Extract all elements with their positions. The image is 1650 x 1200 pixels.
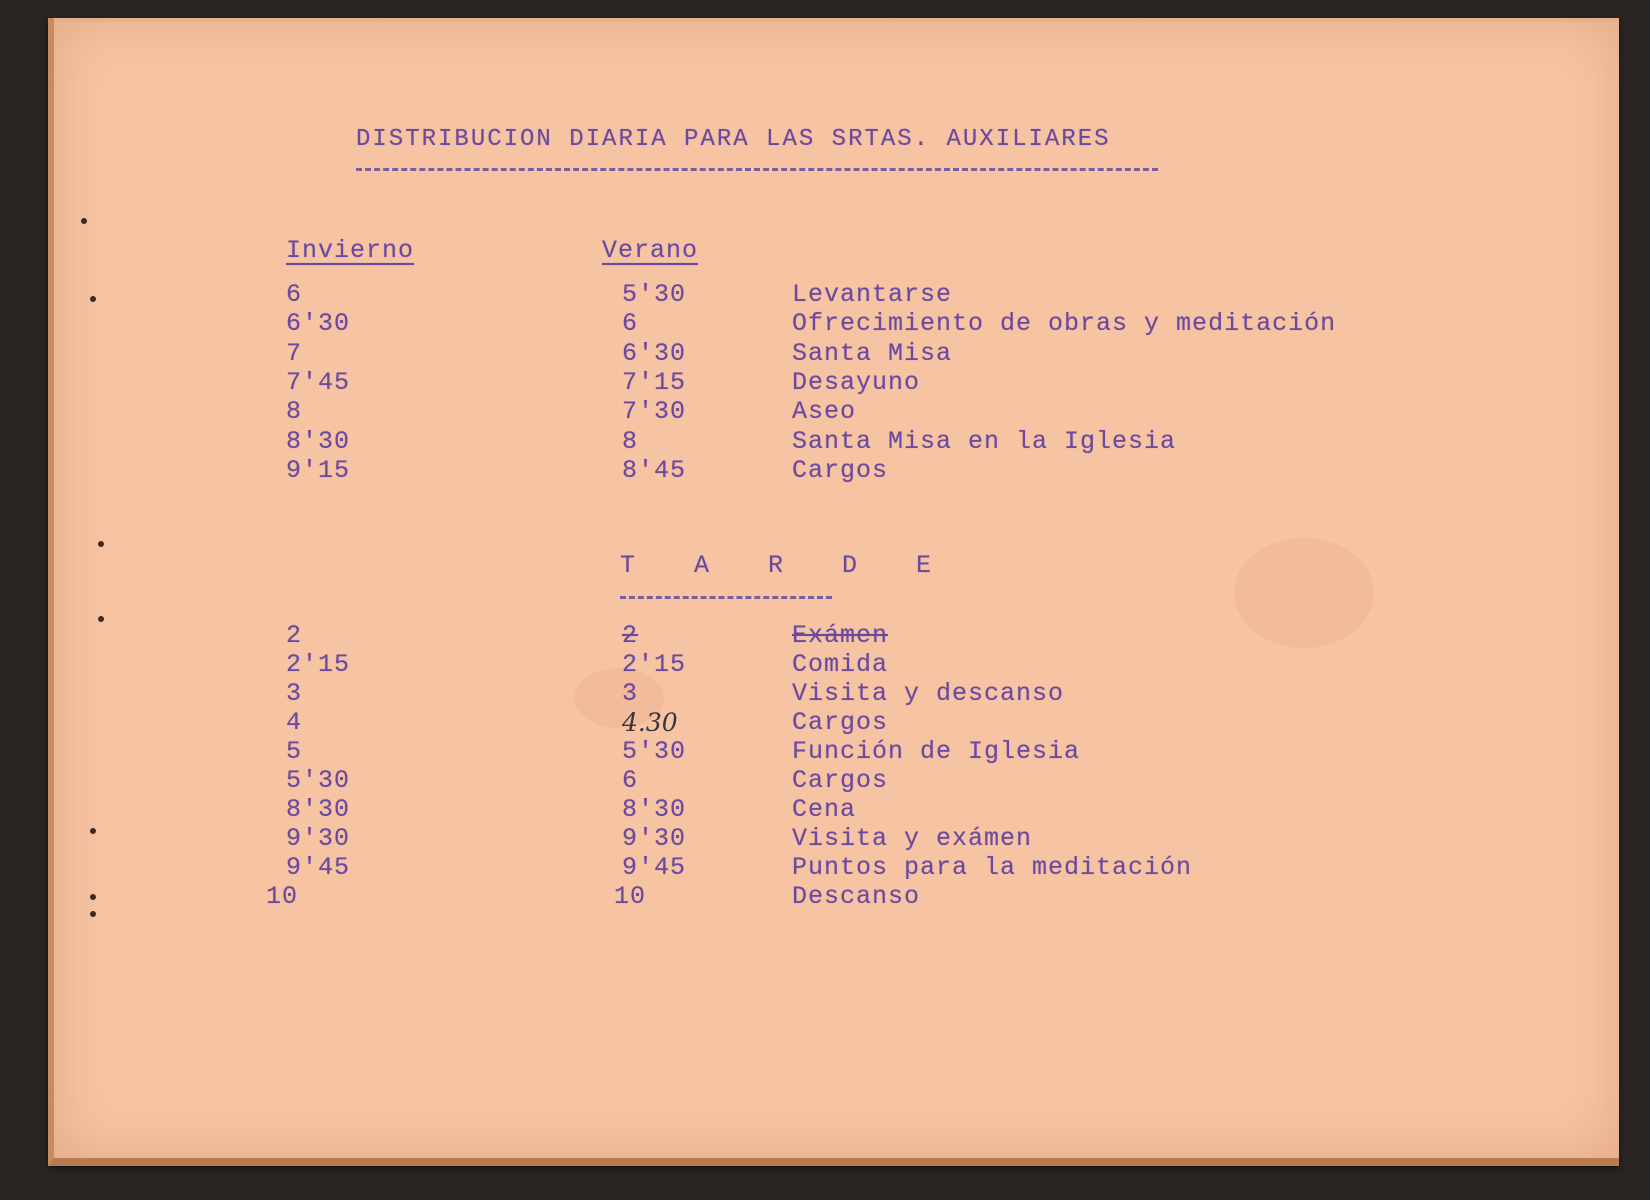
winter-time: 10	[266, 882, 299, 911]
document-title: DISTRIBUCION DIARIA PARA LAS SRTAS. AUXILIARES	[356, 126, 1111, 153]
title-underline	[356, 168, 1158, 171]
winter-time: 2'15	[286, 650, 351, 679]
activity: Ofrecimiento de obras y meditación	[792, 309, 1337, 339]
summer-time: 8	[622, 426, 639, 456]
summer-time: 7'15	[622, 367, 687, 397]
column-header-winter: Invierno	[286, 236, 415, 265]
activity: Cargos	[792, 766, 889, 795]
winter-time: 7'45	[286, 367, 351, 397]
activity: Cargos	[792, 455, 889, 485]
punch-hole	[98, 616, 104, 622]
summer-time: 6	[622, 766, 639, 795]
document-page	[48, 18, 1619, 1166]
activity: Visita y descanso	[792, 679, 1065, 708]
paper-stain	[1234, 538, 1374, 648]
winter-time: 9'30	[286, 824, 351, 853]
summer-time: 6'30	[622, 338, 687, 368]
summer-time: 9'45	[622, 853, 687, 882]
winter-time: 9'45	[286, 853, 351, 882]
punch-hole	[90, 828, 96, 834]
activity: Desayuno	[792, 367, 921, 397]
summer-time: 5'30	[622, 737, 687, 766]
summer-time: 2	[622, 621, 639, 650]
winter-time: 7	[286, 338, 303, 368]
column-header-summer: Verano	[602, 236, 699, 265]
punch-hole	[90, 296, 96, 302]
activity: Cena	[792, 795, 857, 824]
activity: Puntos para la meditación	[792, 853, 1193, 882]
winter-time: 9'15	[286, 455, 351, 485]
summer-time: 8'30	[622, 795, 687, 824]
punch-hole	[81, 218, 87, 224]
winter-time: 3	[286, 679, 303, 708]
winter-time: 6'30	[286, 309, 351, 339]
punch-hole	[90, 911, 96, 917]
summer-time: 2'15	[622, 650, 687, 679]
activity: Santa Misa	[792, 338, 953, 368]
winter-time: 6	[286, 280, 303, 309]
activity: Visita y exámen	[792, 824, 1033, 853]
summer-time: 10	[614, 882, 647, 911]
winter-time: 8'30	[286, 426, 351, 456]
activity: Santa Misa en la Iglesia	[792, 426, 1177, 456]
summer-time: 7'30	[622, 397, 687, 427]
punch-hole	[90, 894, 96, 900]
afternoon-heading: T A R D E	[620, 551, 954, 580]
summer-time: 3	[622, 679, 639, 708]
summer-time: 5'30	[622, 280, 687, 309]
activity: Exámen	[792, 621, 889, 650]
winter-time: 4	[286, 708, 303, 737]
summer-time: 9'30	[622, 824, 687, 853]
summer-time: 8'45	[622, 455, 687, 485]
activity: Cargos	[792, 708, 889, 737]
winter-time: 2	[286, 621, 303, 650]
activity: Aseo	[792, 397, 857, 427]
summer-time: 4.30	[622, 708, 678, 737]
winter-time: 5	[286, 737, 303, 766]
afternoon-heading-underline	[620, 596, 832, 599]
summer-time: 6	[622, 309, 639, 339]
winter-time: 5'30	[286, 766, 351, 795]
punch-hole	[98, 541, 104, 547]
winter-time: 8'30	[286, 795, 351, 824]
winter-time: 8	[286, 397, 303, 427]
page-top-edge	[54, 18, 1619, 24]
activity: Descanso	[792, 882, 921, 911]
activity: Levantarse	[792, 280, 953, 309]
activity: Comida	[792, 650, 889, 679]
activity: Función de Iglesia	[792, 737, 1081, 766]
